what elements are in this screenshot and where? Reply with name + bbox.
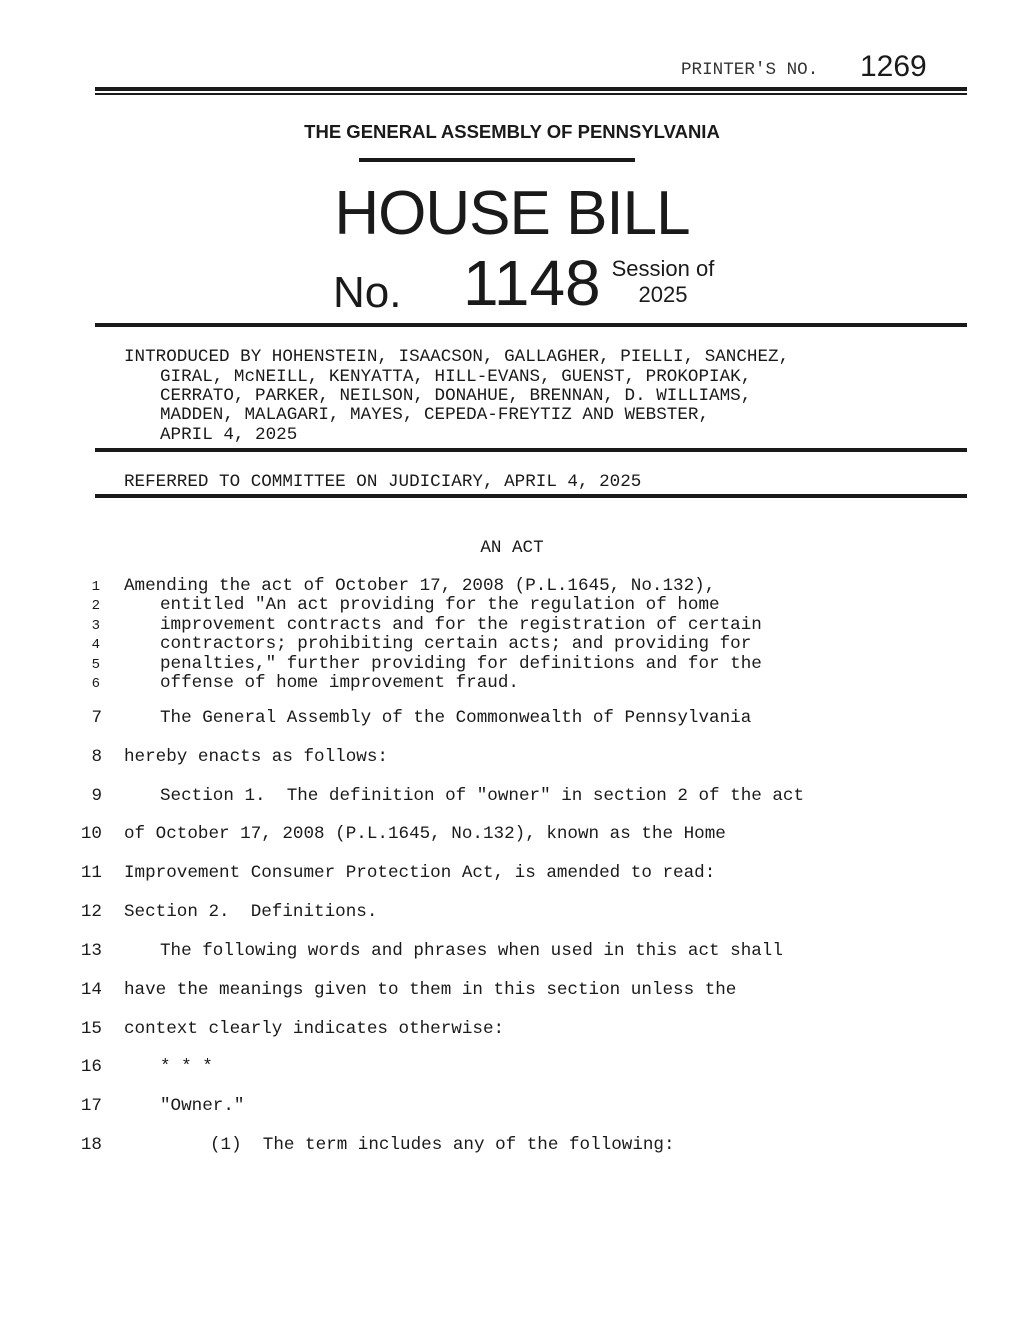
line-number: 9	[91, 786, 102, 806]
line-number: 10	[80, 824, 102, 844]
sponsors-line: GIRAL, McNEILL, KENYATTA, HILL-EVANS, GUENST, PROKOPIAK,	[160, 367, 752, 387]
line-number: 13	[80, 941, 102, 961]
definition-term: "Owner."	[160, 1096, 245, 1116]
line-number: 15	[80, 1019, 102, 1039]
title-line: contractors; prohibiting certain acts; and providing for	[160, 634, 752, 654]
line-number: 12	[80, 902, 102, 922]
printer-number-label: PRINTER'S NO.	[681, 60, 819, 80]
session-year: 2025	[638, 282, 688, 307]
body-line: Section 1. The definition of "owner" in section 2 of the act	[160, 786, 805, 806]
line-number: 4	[91, 637, 100, 653]
line-number: 7	[91, 708, 102, 728]
line-number: 3	[91, 618, 100, 634]
header-rule-bottom	[95, 93, 967, 95]
body-line: have the meanings given to them in this section unless the	[124, 980, 737, 1000]
body-line: The General Assembly of the Commonwealth of Pennsylvania	[160, 708, 752, 728]
line-number: 1	[91, 579, 100, 595]
title-line: penalties," further providing for definitions and for the	[160, 654, 762, 674]
assembly-underline	[359, 158, 635, 162]
title-line: Amending the act of October 17, 2008 (P.L.1645, No.132),	[124, 576, 716, 596]
title-line: offense of home improvement fraud.	[160, 673, 519, 693]
line-number: 2	[91, 598, 100, 614]
omission-marker: * * *	[160, 1057, 213, 1077]
section-rule-1	[95, 323, 967, 327]
sponsors-line: APRIL 4, 2025	[160, 425, 298, 445]
document-type-title: HOUSE BILL	[334, 179, 690, 248]
sponsors-line: CERRATO, PARKER, NEILSON, DONAHUE, BRENNAN, D. WILLIAMS,	[160, 386, 752, 406]
assembly-title: THE GENERAL ASSEMBLY OF PENNSYLVANIA	[304, 121, 720, 142]
title-line: entitled "An act providing for the regulation of home	[160, 595, 720, 615]
section-rule-3	[95, 494, 967, 498]
body-line: hereby enacts as follows:	[124, 747, 388, 767]
body-line: Improvement Consumer Protection Act, is amended to read:	[124, 863, 716, 883]
bill-number: 1148	[463, 247, 601, 319]
line-number: 5	[91, 657, 100, 673]
body-line: of October 17, 2008 (P.L.1645, No.132), known as the Home	[124, 824, 726, 844]
line-number: 14	[80, 980, 102, 1000]
line-number: 8	[91, 747, 102, 767]
sponsors-line: INTRODUCED BY HOHENSTEIN, ISAACSON, GALLAGHER, PIELLI, SANCHEZ,	[124, 347, 790, 367]
bill-number-label: No.	[333, 268, 402, 317]
session-info	[606, 256, 720, 308]
printer-number: 1269	[860, 50, 927, 83]
line-number: 16	[80, 1057, 102, 1077]
line-number: 17	[80, 1096, 102, 1116]
body-line: The following words and phrases when used in this act shall	[160, 941, 783, 961]
header-rule-top	[95, 87, 967, 91]
body-line: context clearly indicates otherwise:	[124, 1019, 505, 1039]
line-number: 6	[91, 676, 100, 692]
sponsors-line: MADDEN, MALAGARI, MAYES, CEPEDA-FREYTIZ AND WEBSTER,	[160, 405, 710, 425]
section-heading: Section 2. Definitions.	[124, 902, 378, 922]
act-heading: AN ACT	[480, 538, 544, 558]
line-number: 11	[80, 863, 102, 883]
title-line: improvement contracts and for the registration of certain	[160, 615, 762, 635]
line-number: 18	[80, 1135, 102, 1155]
session-label: Session of	[611, 256, 715, 281]
committee-referral: REFERRED TO COMMITTEE ON JUDICIARY, APRIL 4, 2025	[124, 472, 642, 492]
body-line: (1) The term includes any of the following:	[210, 1135, 675, 1155]
section-rule-2	[95, 448, 967, 452]
